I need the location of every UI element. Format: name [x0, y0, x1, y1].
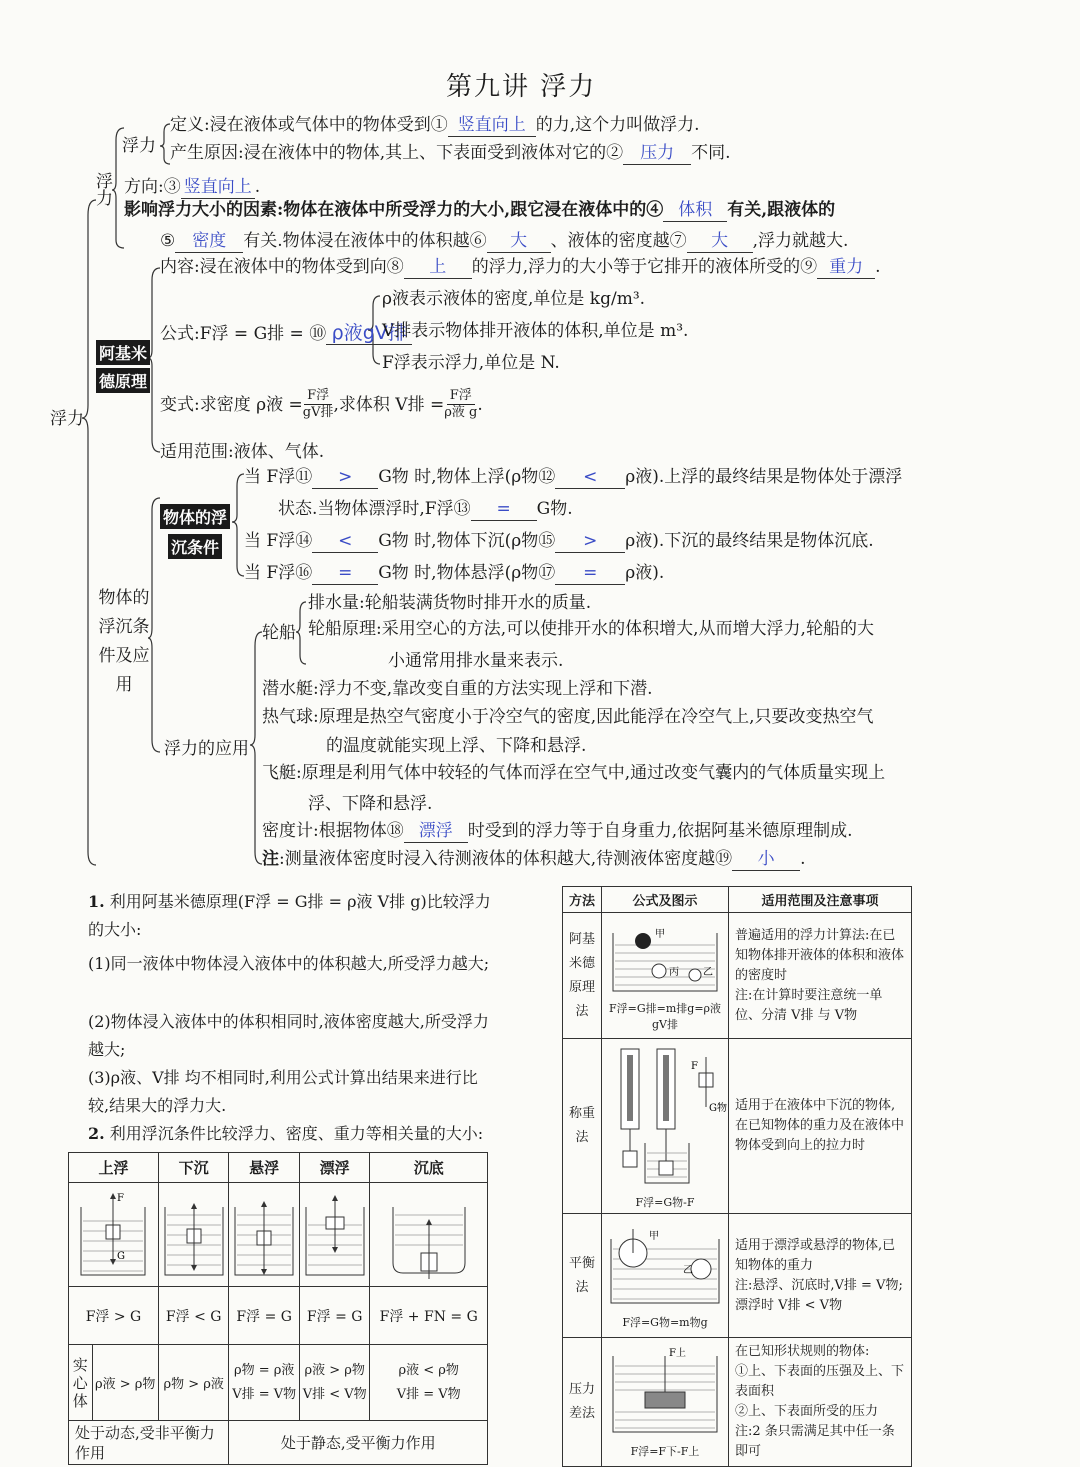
method-weighing: 称重法: [563, 1039, 602, 1214]
answer-12: <: [555, 466, 625, 489]
volume-description: V排表示物体排开液体的体积,单位是 m³.: [382, 321, 689, 341]
header-sink: 下沉: [158, 1153, 229, 1183]
force-sink: F浮 < G: [158, 1287, 229, 1345]
method-balance: 平衡法: [563, 1214, 602, 1338]
formula-line: 公式:F浮 = G排 = ⑩ ρ液gV排: [160, 322, 412, 345]
root-label: 浮力: [50, 409, 84, 429]
cond-tag-1: 物体的浮: [160, 504, 230, 529]
solid-sink: ρ物 > ρ液: [158, 1345, 229, 1421]
label-G: G: [117, 1250, 126, 1262]
rise-condition: 当 F浮⑪ > G物 时,物体上浮(ρ物⑫ < ρ液).上浮的最终结果是物体处于漂浮: [244, 467, 903, 487]
pressure-diagram: [605, 1342, 725, 1438]
force-rise: F浮 > G: [69, 1287, 159, 1345]
force-suspend: F浮 = G: [229, 1287, 300, 1345]
answer-6: 大: [487, 230, 551, 253]
archimedes-diagram: [605, 919, 725, 997]
balloon-line-2: 的温度就能实现上浮、下降和悬浮.: [326, 736, 587, 756]
answer-19: 小: [732, 848, 800, 871]
label-Fup: F上: [669, 1348, 686, 1359]
method-1-item-1: (1)同一液体中物体浸入液体中的体积越大,所受浮力越大;: [88, 954, 490, 973]
answer-5: 密度: [175, 230, 243, 253]
cause-line: 产生原因:浸在液体中的物体,其上、下表面受到液体对它的② 压力 不同.: [170, 143, 731, 163]
archimedes-tag-2: 德原理: [96, 368, 150, 393]
label-G-weigh: G物: [709, 1103, 727, 1114]
rho-description: ρ液表示液体的密度,单位是 kg/m³.: [382, 289, 646, 309]
float-state: 状态.当物体漂浮时,F浮⑬ = G物.: [278, 499, 573, 519]
volume-fraction: $\frac{\text{F浮}}{\text{ρ液 g}}$: [444, 388, 478, 420]
label-bing: 丙: [669, 966, 679, 978]
label-jia-2: 甲: [649, 1230, 659, 1242]
label-yi: 乙: [703, 966, 713, 978]
solid-rise: ρ液 > ρ物: [92, 1345, 158, 1421]
float-diagram: [302, 1185, 368, 1281]
method-2-paragraph: 2. 利用浮沉条件比较浮力、密度、重力等相关量的大小:: [88, 1124, 484, 1143]
airship-line-1: 飞艇:原理是利用气体中较轻的气体而浮在空气中,通过改变气囊内的气体质量实现上: [262, 763, 886, 783]
answer-2: 压力: [623, 142, 691, 165]
note-line: 注:测量液体密度时浸入待测液体的体积越大,待测液体密度越⑲ 小 .: [262, 849, 806, 869]
answer-13: =: [471, 498, 537, 521]
method-pressure-diff: 压力差法: [563, 1338, 602, 1467]
formula-weighing: F浮=G物-F: [635, 1196, 695, 1209]
density-fraction: $\frac{\text{F浮}}{\text{gV排}}$: [302, 388, 334, 420]
balloon-line-1: 热气球:原理是热空气密度小于冷空气的密度,因此能浮在冷空气上,只要改变热空气: [262, 707, 874, 727]
answer-18: 漂浮: [404, 820, 468, 843]
answer-16: =: [312, 562, 378, 585]
balance-diagram: [605, 1219, 725, 1309]
diagram-row: [69, 1183, 488, 1287]
header-rise: 上浮: [69, 1153, 159, 1183]
static-state: 处于静态,受平衡力作用: [229, 1421, 488, 1465]
header-formula: 公式及图示: [602, 887, 729, 913]
header-notes: 适用范围及注意事项: [729, 887, 912, 913]
header-bottom: 沉底: [370, 1153, 488, 1183]
note-pressure: 在已知形状规则的物体: ①上、下表面的压强及上、下表面积 ②上、下表面所受的压力 注:2 条只需满足其中任一条即可: [729, 1338, 912, 1467]
force-float: F浮 = G: [299, 1287, 370, 1345]
method-archimedes: 阿基米德原理法: [563, 913, 602, 1039]
sink-diagram: [161, 1185, 227, 1281]
sink-condition: 当 F浮⑭ < G物 时,物体下沉(ρ物⑮ > ρ液).下沉的最终结果是物体沉底.: [244, 531, 874, 551]
label-jia: 甲: [655, 928, 665, 940]
bottom-diagram: [379, 1185, 479, 1281]
dynamic-state: 处于动态,受非平衡力作用: [69, 1421, 229, 1465]
archimedes-tag-1: 阿基米: [96, 340, 150, 365]
ship-line-3: 小通常用排水量来表示.: [388, 651, 564, 671]
answer-11: >: [312, 466, 378, 489]
factor-line: 影响浮力大小的因素:物体在液体中所受浮力的大小,跟它浸在液体中的④ 体积 有关,跟液体的: [124, 200, 836, 220]
rise-diagram: [73, 1185, 153, 1281]
ship-line-2: 轮船原理:采用空心的方法,可以使排开水的体积增大,从而增大浮力,轮船的大: [308, 619, 874, 639]
note-weighing: 适用于在液体中下沉的物体,在已知物体的重力及在液体中物体受到向上的拉力时: [729, 1039, 912, 1214]
weighing-diagram: [605, 1039, 725, 1189]
formula-archimedes: F浮=G排=m排g=ρ液gV排: [609, 1001, 722, 1031]
answer-8: 上: [404, 256, 472, 279]
header-float: 漂浮: [299, 1153, 370, 1183]
answer-9: 重力: [817, 256, 875, 279]
answer-15: >: [555, 530, 625, 553]
content-line: 内容:浸在液体中的物体受到向⑧ 上 的浮力,浮力的大小等于它排开的液体所受的⑨ 重力 .: [160, 257, 881, 277]
solid-float: ρ液 > ρ物 V排 < V物: [299, 1345, 370, 1421]
application-label: 浮力的应用: [164, 739, 249, 759]
solid-bottom: ρ液 < ρ物 V排 = V物: [370, 1345, 488, 1421]
direction-line: 方向:③ 竖直向上 .: [124, 177, 261, 197]
note-archimedes: 普遍适用的浮力计算法:在已知物体排开液体的体积和液体的密度时 注:在计算时要注意统一单位、分清 V排 与 V物: [729, 913, 912, 1039]
note-balance: 适用于漂浮或悬浮的物体,已知物体的重力 注:悬浮、沉底时,V排 = V物;漂浮时 V排 < V物: [729, 1214, 912, 1338]
answer-1: 竖直向上: [448, 114, 536, 137]
suspend-diagram: [231, 1185, 297, 1281]
header-method: 方法: [563, 887, 602, 913]
float-sink-table: [68, 1152, 488, 1465]
buoyancy-sub-label: 浮力: [122, 136, 156, 156]
buoyancy-methods-table: [562, 886, 912, 1467]
solid-label: 实心体: [69, 1345, 93, 1421]
hydrometer-line: 密度计:根据物体⑱ 漂浮 时受到的浮力等于自身重力,依据阿基米德原理制成.: [262, 821, 853, 841]
scope-line: 适用范围:液体、气体.: [160, 442, 325, 462]
method-1-item-3: (3)ρ液、V排 均不相同时,利用公式计算出结果来进行比较,结果大的浮力大.: [88, 1068, 478, 1115]
force-description: F浮表示浮力,单位是 N.: [382, 353, 560, 373]
answer-3: 竖直向上: [181, 176, 255, 199]
answer-10: ρ液gV排: [326, 322, 412, 345]
label-F: F: [117, 1192, 125, 1204]
page-title: 第九讲 浮力: [446, 72, 597, 102]
submarine-line: 潜水艇:浮力不变,靠改变自重的方法实现上浮和下潜.: [262, 679, 653, 699]
definition-line: 定义:浸在液体或气体中的物体受到① 竖直向上 的力,这个力叫做浮力.: [170, 115, 700, 135]
method-1-item-2: (2)物体浸入液体中的体积相同时,液体密度越大,所受浮力越大;: [88, 1012, 489, 1059]
answer-17: =: [555, 562, 625, 585]
cond-tag-2: 沉条件: [168, 534, 222, 559]
method-1-paragraph: 1. 利用阿基米德原理(F浮 = G排 = ρ液 V排 g)比较浮力的大小:: [88, 892, 491, 939]
solid-suspend: ρ物 = ρ液 V排 = V物: [229, 1345, 300, 1421]
label-yi-2: 乙: [683, 1264, 693, 1276]
factor-line-2: ⑤ 密度 有关.物体浸在液体中的体积越⑥ 大 、液体的密度越⑦ 大 ,浮力就越大.: [160, 231, 849, 251]
formula-balance: F浮=G物=m物g: [622, 1315, 708, 1329]
answer-4: 体积: [663, 199, 727, 222]
header-suspend: 悬浮: [229, 1153, 300, 1183]
force-bottom: F浮 + FN = G: [370, 1287, 488, 1345]
answer-14: <: [312, 530, 378, 553]
answer-7: 大: [687, 230, 753, 253]
ship-label: 轮船: [262, 623, 296, 643]
ship-line-1: 排水量:轮船装满货物时排开水的质量.: [308, 593, 592, 613]
variant-line: 变式:求密度 ρ液 = $\frac{\text{F浮}}{\text{gV排}}$ ,求体积 V排 = $\frac{\text{F浮}}{\text{ρ液 g}}$ .: [160, 388, 483, 420]
suspend-condition: 当 F浮⑯ = G物 时,物体悬浮(ρ物⑰ = ρ液).: [244, 563, 665, 583]
section1-label: 浮力: [92, 172, 112, 206]
section3-label: 物体的浮沉条件及应用: [98, 588, 150, 695]
label-F-weigh: F: [691, 1061, 698, 1072]
formula-pressure: F浮=F下-F上: [630, 1445, 700, 1458]
airship-line-2: 浮、下降和悬浮.: [308, 794, 433, 814]
